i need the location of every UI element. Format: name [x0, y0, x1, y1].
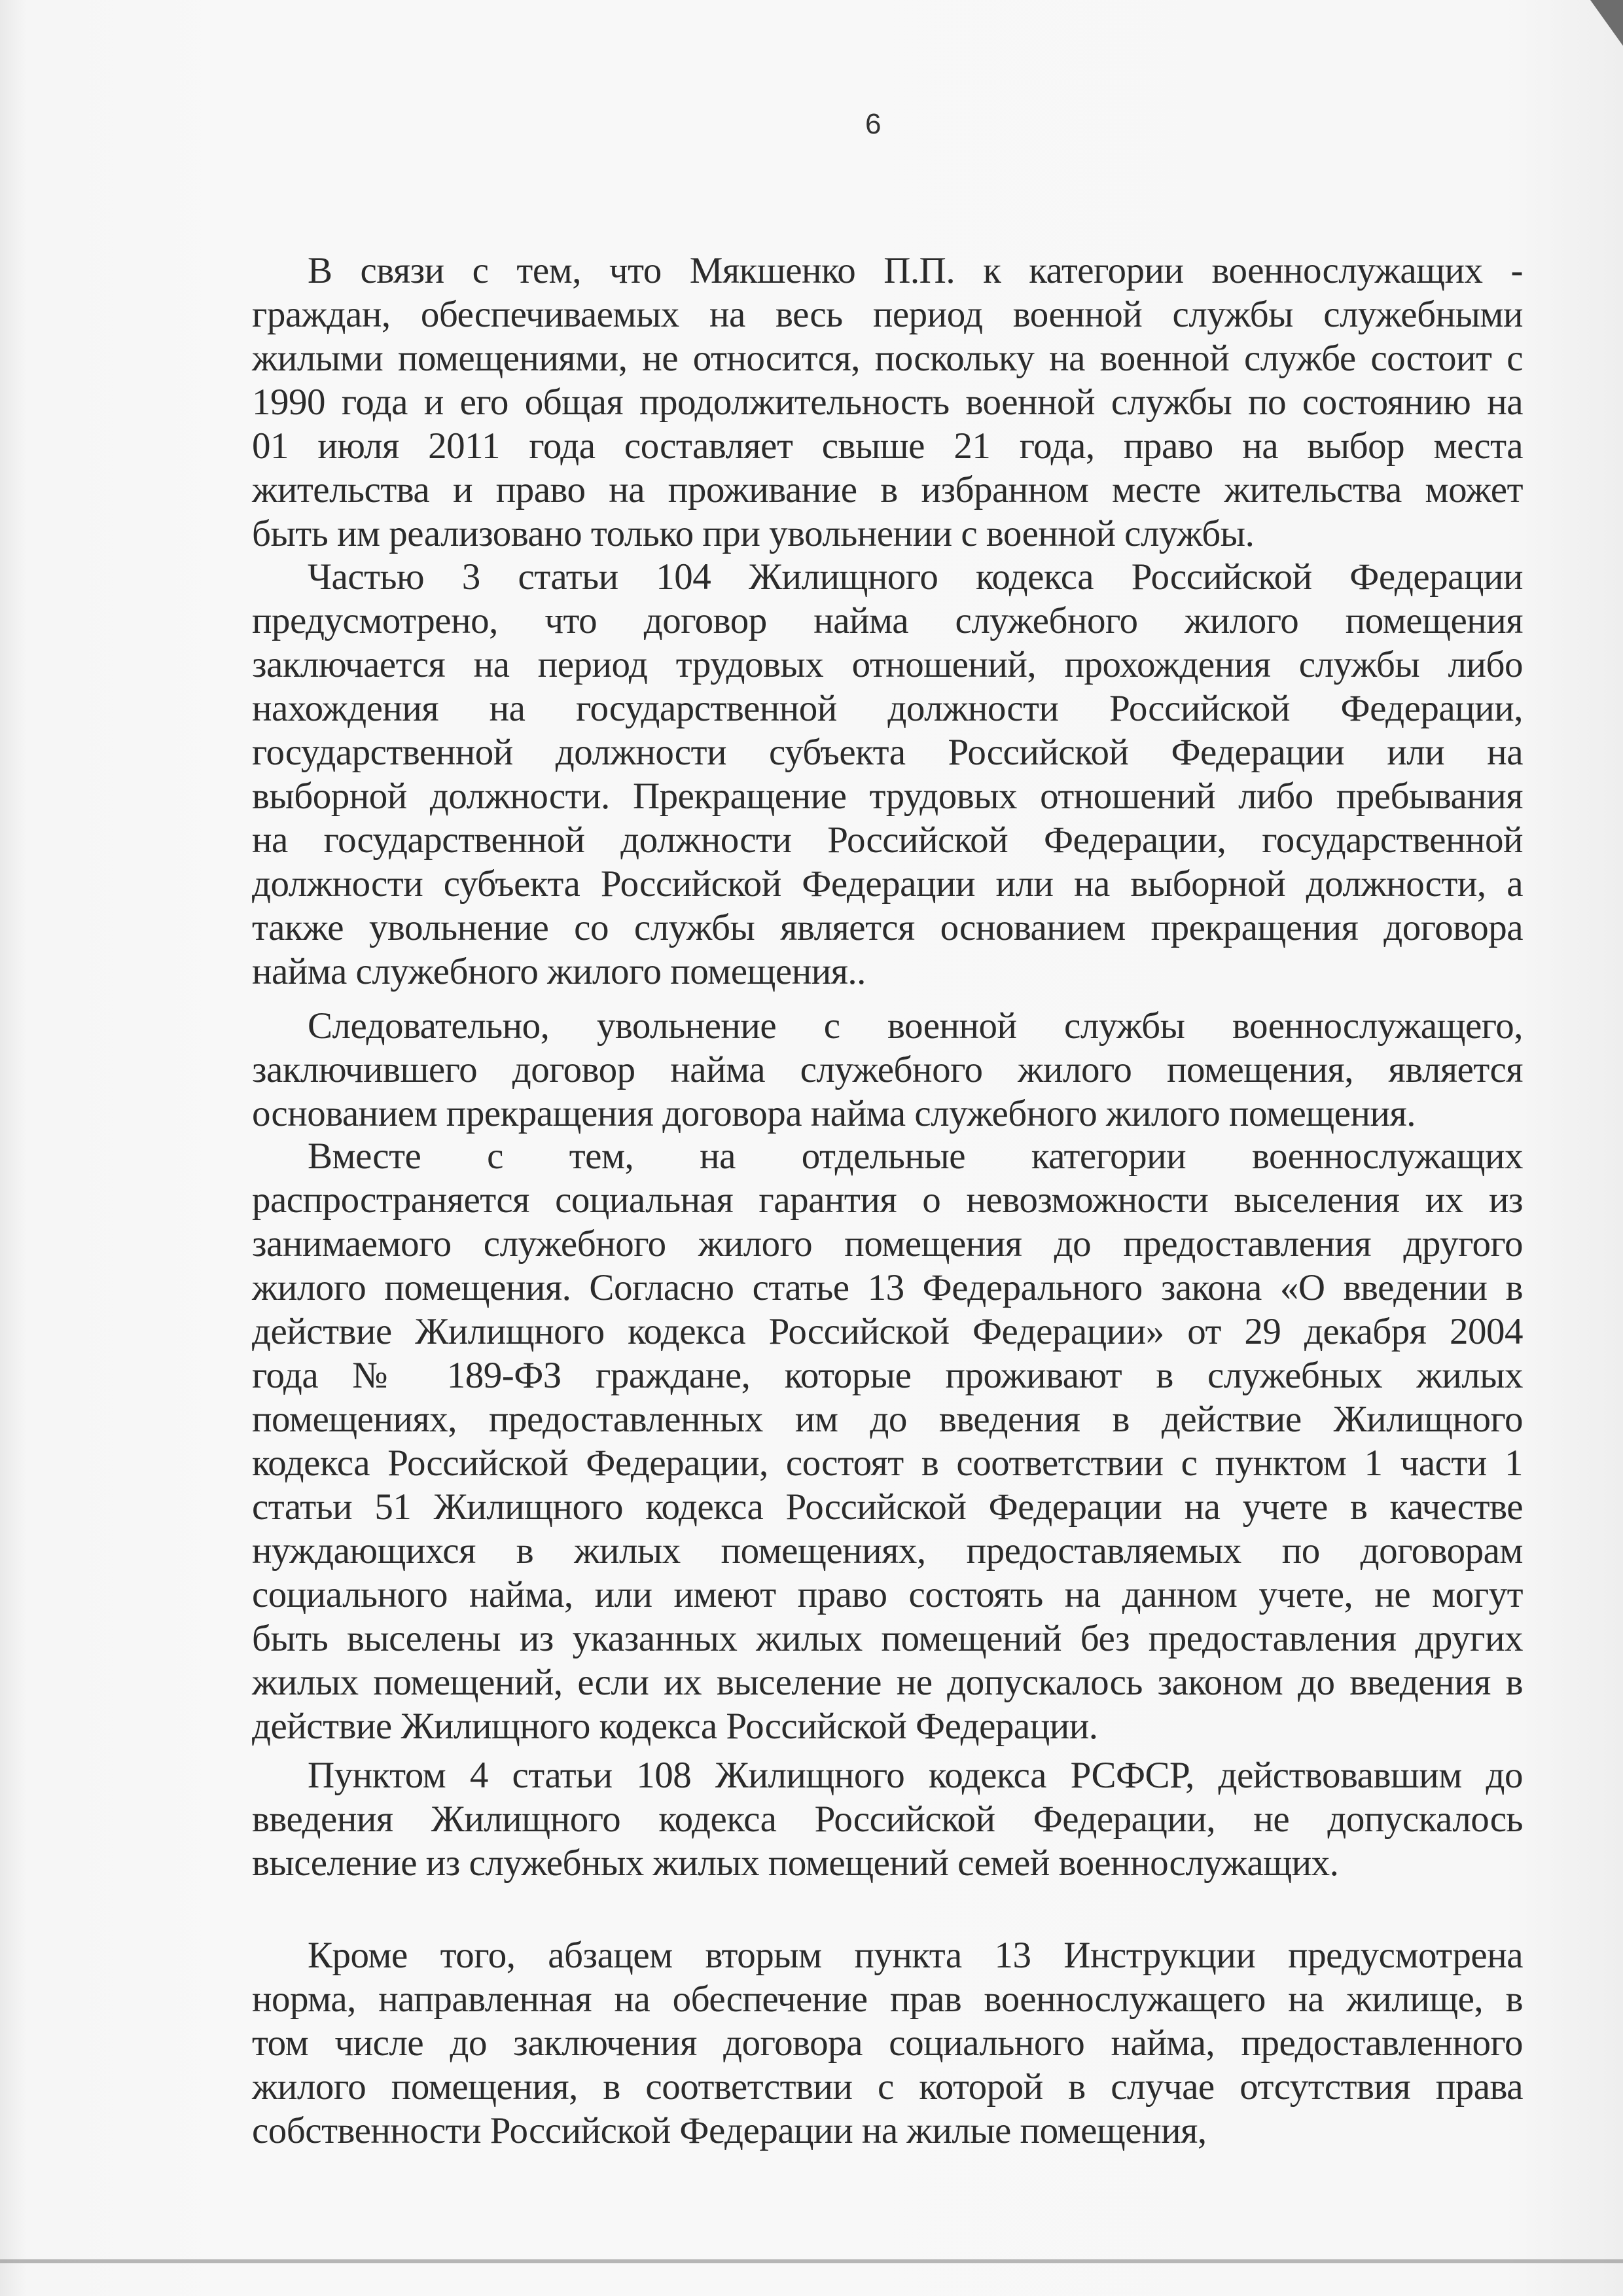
text-line: граждан, обеспечиваемых на весь период военной службы служебными	[252, 294, 1523, 335]
paragraph-instruction-clause-13	[252, 1933, 1523, 2153]
text-line: норма, направленная на обеспечение прав военнослужащего на жилище, в	[252, 1979, 1523, 2020]
page-number: 6	[865, 108, 882, 140]
text-line: действие Жилищного кодекса Российской Федерации» от 29 декабря 2004	[252, 1311, 1523, 1352]
text-line: заключившего договор найма служебного жилого помещения, является	[252, 1049, 1523, 1090]
text-line: жилого помещения, в соответствии с которой в случае отсутствия права	[252, 2066, 1523, 2108]
paragraph-consequently	[252, 1004, 1523, 1136]
text-line: кодекса Российской Федерации, состоят в соответствии с пунктом 1 части 1	[252, 1443, 1523, 1484]
text-line: Частью 3 статьи 104 Жилищного кодекса Российской Федерации	[308, 556, 1523, 598]
text-line: В связи с тем, что Мякшенко П.П. к категории военнослужащих -	[308, 250, 1523, 291]
text-line: Пунктом 4 статьи 108 Жилищного кодекса РСФСР, действовавшим до	[308, 1755, 1523, 1796]
text-line: государственной должности субъекта Российской Федерации или на	[252, 732, 1523, 773]
text-line: введения Жилищного кодекса Российской Федерации, не допускалось	[252, 1799, 1523, 1840]
text-line: распространяется социальная гарантия о невозможности выселения их из	[252, 1179, 1523, 1221]
paragraph-military-status	[252, 249, 1523, 556]
scan-bottom-edge	[0, 2259, 1623, 2263]
text-line: нуждающихся в жилых помещениях, предоставляемых по договорам	[252, 1530, 1523, 1571]
text-line: должности субъекта Российской Федерации или на выборной должности, а	[252, 863, 1523, 905]
text-line: выборной должности. Прекращение трудовых отношений либо пребывания	[252, 776, 1523, 817]
text-line: Следовательно, увольнение с военной службы военнослужащего,	[308, 1005, 1523, 1047]
scan-edge-corner	[1590, 0, 1623, 46]
text-line: основанием прекращения договора найма служебного жилого помещения.	[252, 1093, 1416, 1134]
text-line: жилыми помещениями, не относится, поскольку на военной службе состоит с	[252, 338, 1523, 379]
text-line: помещениях, предоставленных им до введения в действие Жилищного	[252, 1399, 1523, 1440]
text-line: заключается на период трудовых отношений, прохождения службы либо	[252, 644, 1523, 685]
text-line: предусмотрено, что договор найма служебного жилого помещения	[252, 600, 1523, 641]
text-line: собственности Российской Федерации на жилые помещения,	[252, 2110, 1207, 2151]
paragraph-rsfsr-code-article-108	[252, 1753, 1523, 1885]
text-line: жилых помещений, если их выселение не допускалось законом до введения в	[252, 1662, 1523, 1703]
text-line: также увольнение со службы является основанием прекращения договора	[252, 907, 1523, 948]
text-line: быть им реализовано только при увольнении с военной службы.	[252, 513, 1255, 554]
text-line: жилого помещения. Согласно статье 13 Федерального закона «О введении в	[252, 1267, 1523, 1308]
text-line: действие Жилищного кодекса Российской Федерации.	[252, 1706, 1098, 1747]
paragraph-housing-code-article-104	[252, 555, 1523, 994]
text-line: статьи 51 Жилищного кодекса Российской Федерации на учете в качестве	[252, 1486, 1523, 1528]
text-line: Кроме того, абзацем вторым пункта 13 Инструкции предусмотрена	[308, 1935, 1523, 1976]
paragraph-social-guarantee	[252, 1134, 1523, 1748]
text-line: выселение из служебных жилых помещений семей военнослужащих.	[252, 1842, 1339, 1884]
text-line: Вместе с тем, на отдельные категории военнослужащих	[308, 1136, 1523, 1177]
text-line: найма служебного жилого помещения..	[252, 951, 866, 992]
text-line: занимаемого служебного жилого помещения до предоставления другого	[252, 1223, 1523, 1265]
text-line: быть выселены из указанных жилых помещений без предоставления других	[252, 1618, 1523, 1659]
text-line: года № 189-ФЗ граждане, которые проживают в служебных жилых	[252, 1355, 1523, 1396]
text-line: нахождения на государственной должности Российской Федерации,	[252, 688, 1523, 729]
text-line: 1990 года и его общая продолжительность военной службы по состоянию на	[252, 382, 1523, 423]
text-line: социального найма, или имеют право состоять на данном учете, не могут	[252, 1574, 1523, 1615]
text-line: жительства и право на проживание в избранном месте жительства может	[252, 469, 1523, 511]
text-line: том числе до заключения договора социального найма, предоставленного	[252, 2022, 1523, 2064]
text-line: 01 июля 2011 года составляет свыше 21 года, право на выбор места	[252, 425, 1523, 467]
text-line: на государственной должности Российской Федерации, государственной	[252, 819, 1523, 861]
